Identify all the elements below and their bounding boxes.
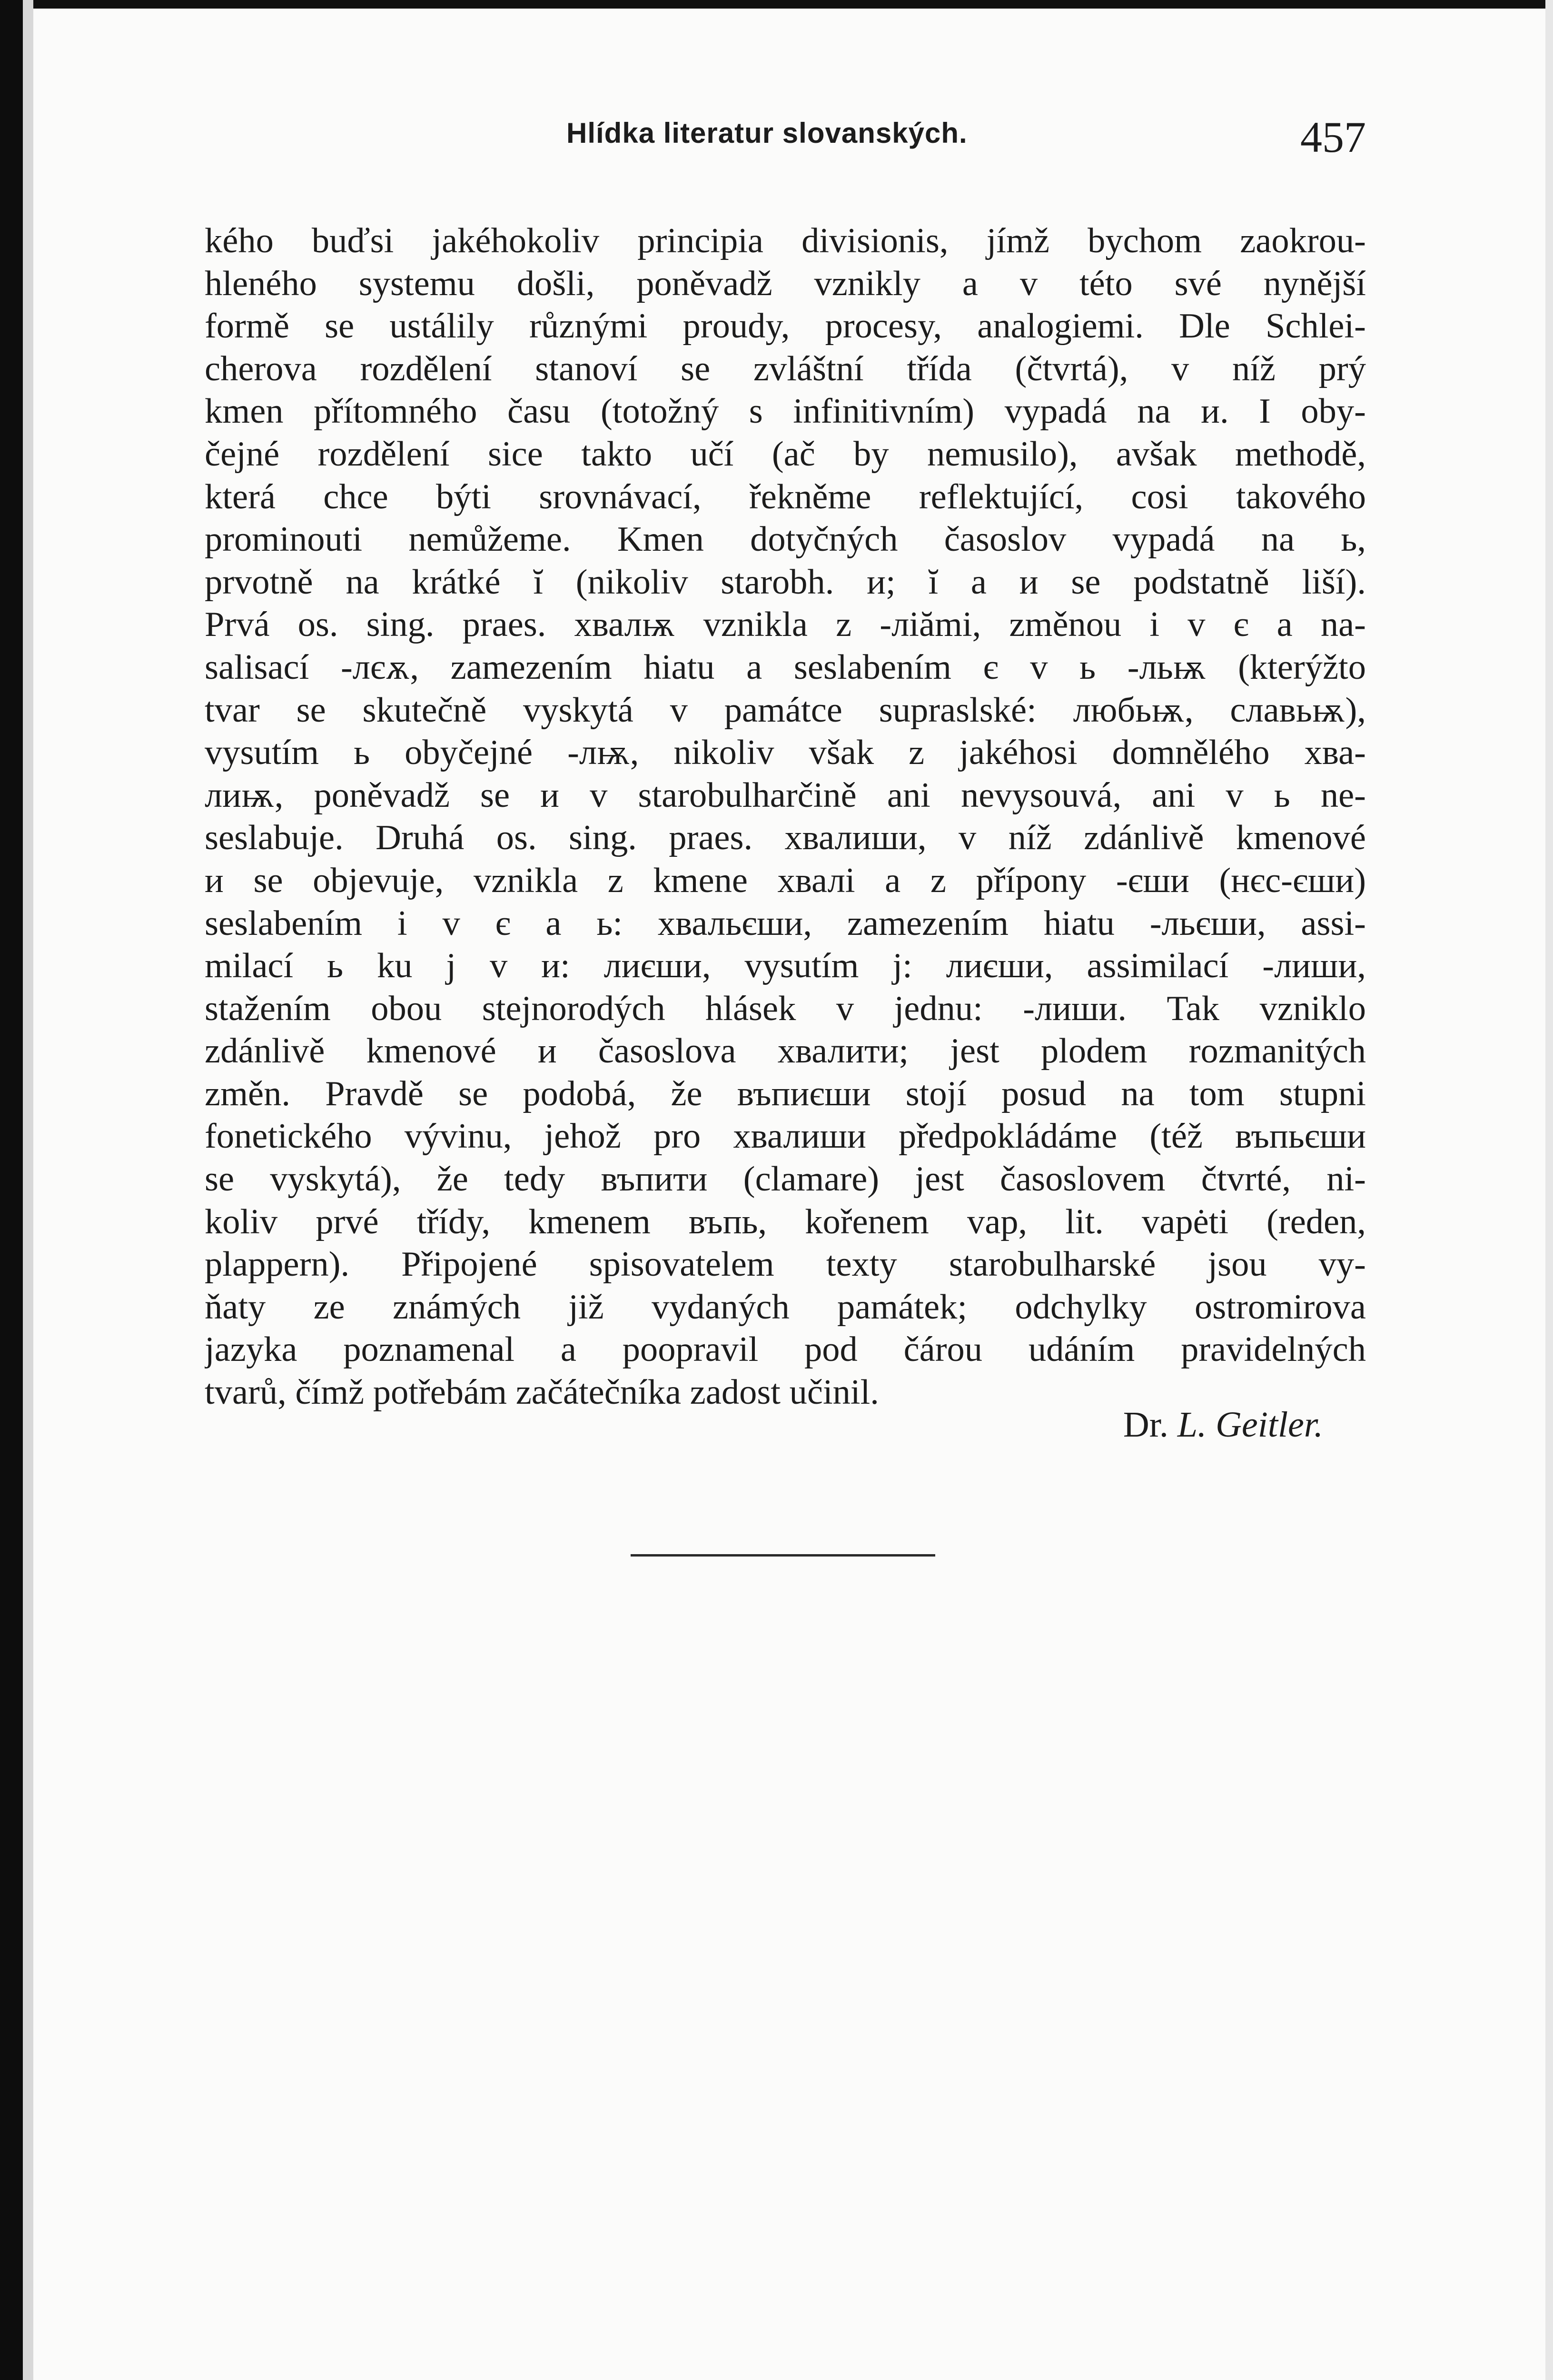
signature-prefix: Dr. bbox=[1123, 1405, 1177, 1445]
text-line: formě se ustálily různými proudy, procesy, analogiemi. Dle Schlei- bbox=[205, 307, 1366, 346]
text-line: kmen přítomného času (totožný s infinitivním) vypadá na и. I oby- bbox=[205, 392, 1366, 431]
text-line: fonetického vývinu, jehož pro хвалиши předpokládáme (též въпьєши bbox=[205, 1117, 1366, 1156]
text-line: seslabuje. Druhá os. sing. praes. хвалиши, v níž zdánlivě kmenové bbox=[205, 818, 1366, 858]
signature-name: L. Geitler. bbox=[1177, 1405, 1323, 1445]
text-line: milací ь ku j v и: лиєши, vysutím j: лиєши, assimilací -лиши, bbox=[205, 946, 1366, 986]
text-line: salisací -лєѫ, zamezením hiatu a seslabením є v ь -льѭ (kterýžto bbox=[205, 647, 1366, 687]
text-line: kého buďsi jakéhokoliv principia divisionis, jímž bychom zaokrou- bbox=[205, 221, 1366, 260]
text-line: tvar se skutečně vyskytá v památce supraslské: любьѭ, славьѭ), bbox=[205, 690, 1366, 730]
scan-edge-right bbox=[1545, 0, 1553, 2380]
text-line: и se objevuje, vznikla z kmene хвалі a z přípony -єши (нєс-єши) bbox=[205, 861, 1366, 900]
text-line: лиѭ, poněvadž se и v starobulharčině ani nevysouvá, ani v ь ne- bbox=[205, 775, 1366, 815]
scan-edge-top bbox=[0, 0, 1553, 9]
scan-edge-left bbox=[0, 0, 23, 2380]
text-line: se vyskytá), že tedy въпити (clamare) jest časoslovem čtvrté, ni- bbox=[205, 1160, 1366, 1199]
text-line: koliv prvé třídy, kmenem въпь, kořenem vap, lit. vapėti (reden, bbox=[205, 1202, 1366, 1241]
text-line: stažením obou stejnorodých hlásek v jednu: -лиши. Tak vzniklo bbox=[205, 989, 1366, 1028]
text-line: ňaty ze známých již vydaných památek; odchylky ostromirova bbox=[205, 1287, 1366, 1327]
running-title: Hlídka literatur slovanských. bbox=[566, 117, 968, 149]
text-line: hleného systemu došli, poněvadž vznikly a v této své nynější bbox=[205, 264, 1366, 303]
text-line: čejné rozdělení sice takto učí (ač by nemusilo), avšak methodě, bbox=[205, 434, 1366, 474]
text-line: seslabením i v є a ь: хвальєши, zamezením hiatu -льєши, assi- bbox=[205, 903, 1366, 943]
text-line: zdánlivě kmenové и časoslova хвалити; jest plodem rozmanitých bbox=[205, 1031, 1366, 1071]
text-line: prominouti nemůžeme. Kmen dotyčných časoslov vypadá na ь, bbox=[205, 520, 1366, 559]
text-line: změn. Pravdě se podobá, že въпиєши stojí posud na tom stupni bbox=[205, 1074, 1366, 1113]
author-signature bbox=[205, 1404, 1323, 1446]
text-line: tvarů, čímž potřebám začátečníka zadost učinil. bbox=[205, 1373, 879, 1412]
page-header bbox=[205, 112, 1366, 169]
body-paragraph bbox=[205, 220, 1366, 1414]
binding-shadow bbox=[23, 0, 33, 2380]
text-line: Prvá os. sing. praes. хвалѭ vznikla z -лiămi, změnou i v є a na- bbox=[205, 605, 1366, 645]
text-line: jazyka poznamenal a poopravil pod čárou udáním pravidelných bbox=[205, 1330, 1366, 1369]
text-line: vysutím ь obyčejné -лѭ, nikoliv však z jakéhosi domnělého хва- bbox=[205, 733, 1366, 773]
text-line: cherova rozdělení stanoví se zvláštní třída (čtvrtá), v níž prý bbox=[205, 349, 1366, 388]
section-divider bbox=[631, 1554, 935, 1557]
text-line: která chce býti srovnávací, řekněme reflektující, cosi takového bbox=[205, 477, 1366, 516]
text-line: prvotně na krátké ĭ (nikoliv starobh. и; ĭ a и se podstatně liší). bbox=[205, 562, 1366, 602]
text-line: plappern). Připojené spisovatelem texty starobulharské jsou vy- bbox=[205, 1245, 1366, 1284]
page-number: 457 bbox=[1300, 113, 1366, 161]
